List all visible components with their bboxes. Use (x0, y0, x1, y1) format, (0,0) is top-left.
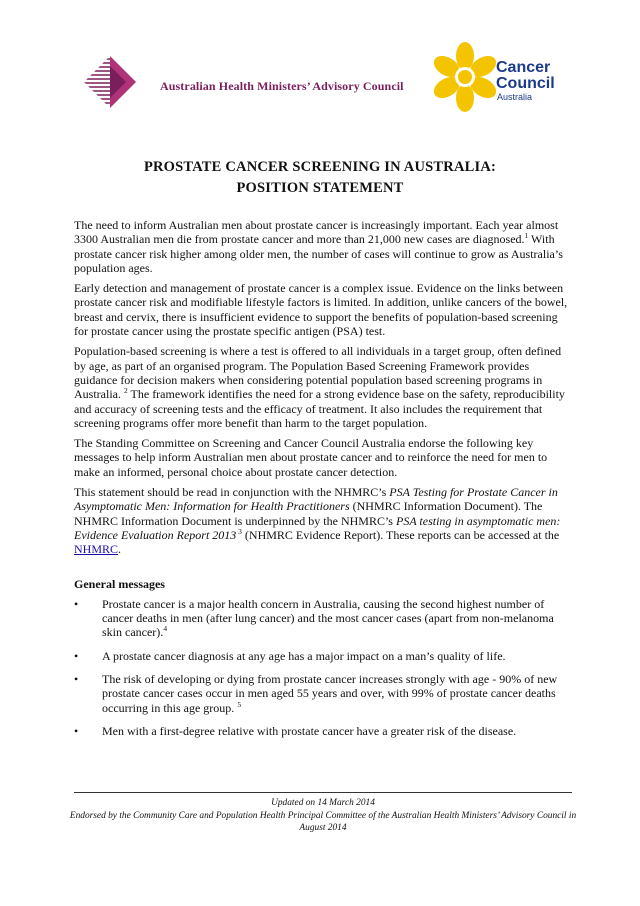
p3-text-a: Population-based screening is where a test is offered to all individuals in a target group, often defined by age, as part of an organised program. The Population Based Screening Framework provides guidance for decision makers when considering potential population based screening programs in Australia. (74, 344, 562, 402)
p5-text-b: (NHMRC Information Document). The NHMRC Information Document is underpinned by the NHMRC’s (74, 499, 543, 528)
cancer-council-daffodil-icon (430, 42, 500, 112)
cc-word-2: Council (496, 75, 555, 92)
p5-italic-title-2: PSA testing in asymptomatic men: Evidence Evaluation Report 2013 (74, 513, 561, 542)
footnote-ref-1: 1 (524, 231, 529, 241)
footer-updated: Updated on 14 March 2014 (271, 798, 375, 808)
footnote-ref-4: 4 (163, 624, 168, 634)
p3-text-b: The framework identifies the need for a strong evidence base on the safety, reproducibility and accuracy of screening tests and the efficacy of treatment. It also includes the requirement that screening programs offer more benefit than harm to the target population. (74, 387, 565, 430)
list-item (74, 649, 572, 663)
bullet-3-text: The risk of developing or dying from prostate cancer increases strongly with age - 90% of new prostate cancer cases occur in men aged 55 years and over, with 99% of prostate cancer deaths occurring in this age group. (102, 672, 558, 715)
paragraph-3 (74, 344, 572, 430)
cc-sub: Australia (497, 92, 533, 102)
general-messages-list (74, 597, 572, 738)
letterhead (0, 0, 640, 130)
cancer-council-wordmark (496, 60, 555, 92)
footer (60, 797, 586, 835)
list-item (74, 672, 572, 715)
cc-word-1: Cancer (496, 59, 551, 76)
footer-divider (74, 792, 572, 793)
p5-italic-title-1: PSA Testing for Prostate Cancer in Asymptomatic Men: Information for Health Practitioners (74, 485, 558, 514)
doc-title-line1: PROSTATE CANCER SCREENING IN AUSTRALIA: (143, 159, 497, 175)
bullet-2-text: A prostate cancer diagnosis at any age has a major impact on a man’s quality of life. (102, 648, 506, 663)
doc-title-line2: POSITION STATEMENT (236, 180, 404, 196)
bullet-4-text: Men with a first-degree relative with prostate cancer have a greater risk of the disease. (102, 723, 517, 738)
paragraph-4: The Standing Committee on Screening and Cancer Council Australia endorse the following key messages to help inform Australian men about prostate cancer and to reinforce the need for men to make an informed, personal choice about prostate cancer detection. (74, 436, 548, 479)
bullet-1-text: Prostate cancer is a major health concern in Australia, causing the second highest number of cancer deaths in men (after lung cancer) and the most cancer cases (apart from non-melanoma skin cancer). (102, 596, 554, 640)
footnote-ref-2: 2 (124, 386, 128, 396)
ahmac-name: Australian Health Ministers’ Advisory Council (160, 79, 404, 93)
list-item (74, 724, 572, 738)
list-item (74, 597, 572, 640)
nhmrc-link[interactable]: NHMRC (74, 542, 119, 557)
p1-text-b: With prostate cancer risk higher among older men, the number of cases will continue to grow as Australia’s population ages. (74, 232, 563, 275)
paragraph-2: Early detection and management of prostate cancer is a complex issue. Evidence on the links between prostate cancer risk and modifiable lifestyle factors is limited. In addition, unlike cancers of the bowel, breast and cervix, there is insufficient evidence to support the benefits of population-based screening for prostate cancer using the prostate specific antigen (PSA) test. (74, 281, 568, 339)
footnote-ref-5: 5 (237, 699, 242, 709)
paragraph-1 (74, 218, 572, 275)
p5-text-a: This statement should be read in conjunction with the NHMRC’s (74, 485, 390, 500)
footnote-ref-3: 3 (236, 526, 242, 536)
p1-text-a: The need to inform Australian men about prostate cancer is increasingly important. Each year almost 3300 Australian men die from prostate cancer and more than 21,000 new cases are diagnosed. (74, 218, 559, 247)
p5-text-d: . (118, 542, 122, 557)
p5-text-c: (NHMRC Evidence Report). These reports can be accessed at the (241, 527, 560, 542)
paragraph-5 (74, 485, 572, 556)
footer-endorsed: Endorsed by the Community Care and Population Health Principal Committee of the Australian Health Ministers’ Advisory Council in August 2014 (69, 810, 577, 833)
document-body (74, 218, 572, 747)
general-messages-heading: General messages (74, 576, 165, 591)
ahmac-logo (84, 56, 136, 108)
